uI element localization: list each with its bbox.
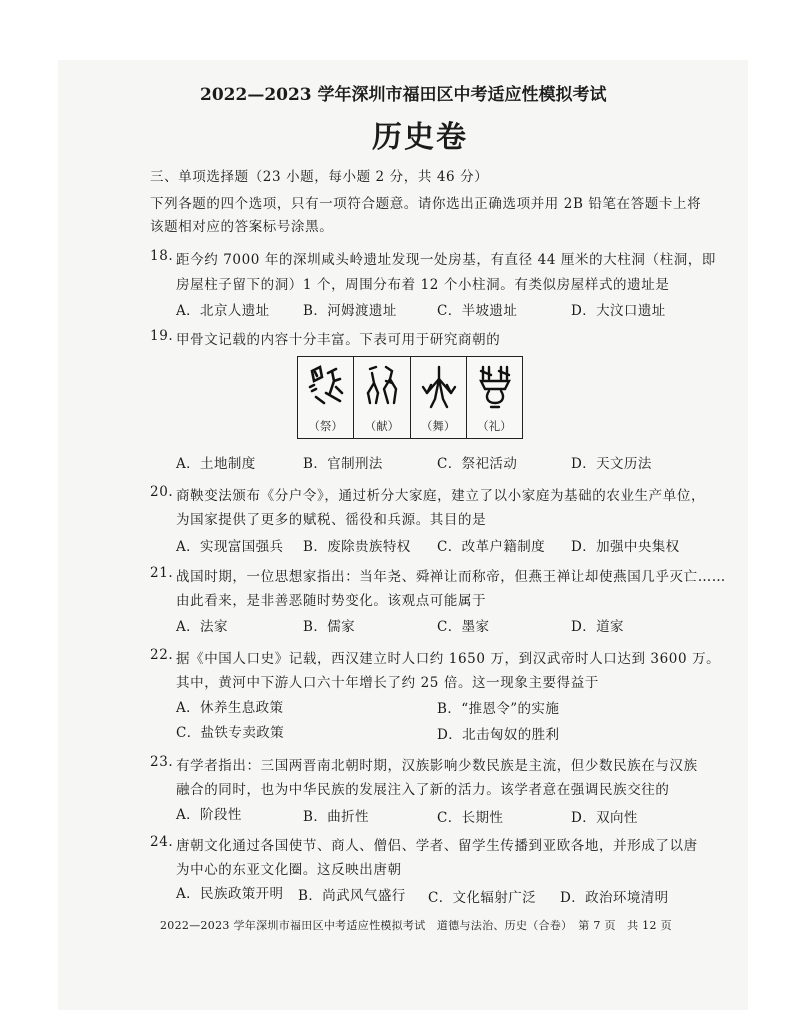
option-a[interactable]: A．民族政策开明 [176,886,284,902]
option-d[interactable]: D．双向性 [571,810,638,826]
oracle-li-glyph-icon [475,363,515,411]
option-d[interactable]: D．加强中央集权 [571,539,680,555]
question-text-line: 融合的同时，也为中华民族的发展注入了新的活力。该学者意在强调民族交往的 [176,782,670,798]
glyph-caption: （祭） [308,419,343,433]
glyph-caption: （舞） [420,419,456,433]
glyph-caption: （献） [364,419,400,433]
question-text-line: 为中心的东亚文化圈。这反映出唐朝 [176,862,402,878]
page-footer: 2022—2023 学年深圳市福田区中考适应性模拟考试 道德与法治、历史（合卷） 第 7 页 共 12 页 [160,919,672,932]
glyph-caption: （礼） [477,419,512,433]
option-b[interactable]: B．“推恩令”的实施 [437,701,560,717]
question-number: 23. [150,754,174,770]
glyph-cell [354,357,410,438]
option-a[interactable]: A．阶段性 [176,807,242,823]
question-number: 20. [150,484,174,500]
oracle-bone-glyph-table [297,356,523,439]
option-a[interactable]: A．休养生息政策 [176,700,284,716]
question-text-line: 商鞅变法颁布《分户令》，通过析分大家庭，建立了以小家庭为基础的农业生产单位， [176,488,706,504]
option-c[interactable]: C．文化辐射广泛 [428,890,537,906]
option-d[interactable]: D．天文历法 [571,456,652,472]
option-b[interactable]: B．曲折性 [303,809,369,825]
question-text-line: 有学者指出：三国两晋南北朝时期，汉族影响少数民族是主流，但少数民族在与汉族 [176,758,698,774]
exam-title: 2022—2023 学年深圳市福田区中考适应性模拟考试 [200,85,607,105]
question-text-line: 距今约 7000 年的深圳咸头岭遗址发现一处房基，有直径 44 厘米的大柱洞（柱洞，即 [176,252,716,268]
question-text-line: 唐朝文化通过各国使节、商人、僧侣、学者、留学生传播到亚欧各地，并形成了以唐 [176,838,698,854]
exam-subtitle: 历史卷 [372,120,468,155]
option-d[interactable]: D．道家 [571,619,624,635]
option-d[interactable]: D．北击匈奴的胜利 [437,727,560,743]
option-b[interactable]: B．儒家 [303,619,356,635]
question-number: 18. [150,248,174,264]
question-text-line: 甲骨文记载的内容十分丰富。下表可用于研究商朝的 [176,332,501,348]
question-number: 19. [150,328,174,344]
option-c[interactable]: C．改革户籍制度 [437,539,546,555]
option-a[interactable]: A．法家 [176,619,228,635]
option-a[interactable]: A．实现富国强兵 [176,539,284,555]
question-text-line: 由此看来，是非善恶随时势变化。该观点可能属于 [176,593,487,609]
oracle-ji-glyph-icon [306,363,346,411]
option-b[interactable]: B．尚武风气盛行 [298,888,406,904]
glyph-cell [298,357,354,438]
option-b[interactable]: B．官制刑法 [303,456,383,472]
option-c[interactable]: C．墨家 [437,619,490,635]
option-b[interactable]: B．废除贵族特权 [303,539,411,555]
option-a[interactable]: A．北京人遗址 [176,303,270,319]
question-text-line: 据《中国人口史》记载，西汉建立时人口约 1650 万，到汉武帝时人口达到 3600 万。 [176,651,721,667]
option-c[interactable]: C．半坡遗址 [437,303,518,319]
question-text-line: 其中，黄河中下游人口六十年增长了约 25 倍。这一现象主要得益于 [176,675,599,691]
question-number: 24. [150,834,174,850]
option-c[interactable]: C．祭祀活动 [437,456,518,472]
option-a[interactable]: A．土地制度 [176,456,256,472]
section-heading: 三、单项选择题（23 小题，每小题 2 分，共 46 分） [150,169,489,185]
option-d[interactable]: D．政治环境清明 [560,890,669,906]
question-text-line: 战国时期，一位思想家指出：当年尧、舜禅让而称帝，但燕王禅让却使燕国几乎灭亡…… [176,569,726,585]
oracle-xian-glyph-icon [362,363,402,411]
option-b[interactable]: B．河姆渡遗址 [303,303,397,319]
question-number: 21. [150,565,174,581]
option-c[interactable]: C．盐铁专卖政策 [176,725,285,741]
option-c[interactable]: C．长期性 [437,810,504,826]
option-d[interactable]: D．大汶口遗址 [571,303,666,319]
oracle-wu-glyph-icon [419,363,459,411]
question-text-line: 房屋柱子留下的洞）1 个，周围分布着 12 个小柱洞。有类似房屋样式的遗址是 [176,277,670,293]
question-text-line: 为国家提供了更多的赋税、徭役和兵源。其目的是 [176,512,487,528]
instructions-line-1: 下列各题的四个选项，只有一项符合题意。请你选出正确选项并用 2B 铅笔在答题卡上将 [150,196,702,212]
question-number: 22. [150,647,174,663]
instructions-line-2: 该题相对应的答案标号涂黑。 [150,219,334,235]
glyph-cell [467,357,522,438]
glyph-cell [411,357,467,438]
